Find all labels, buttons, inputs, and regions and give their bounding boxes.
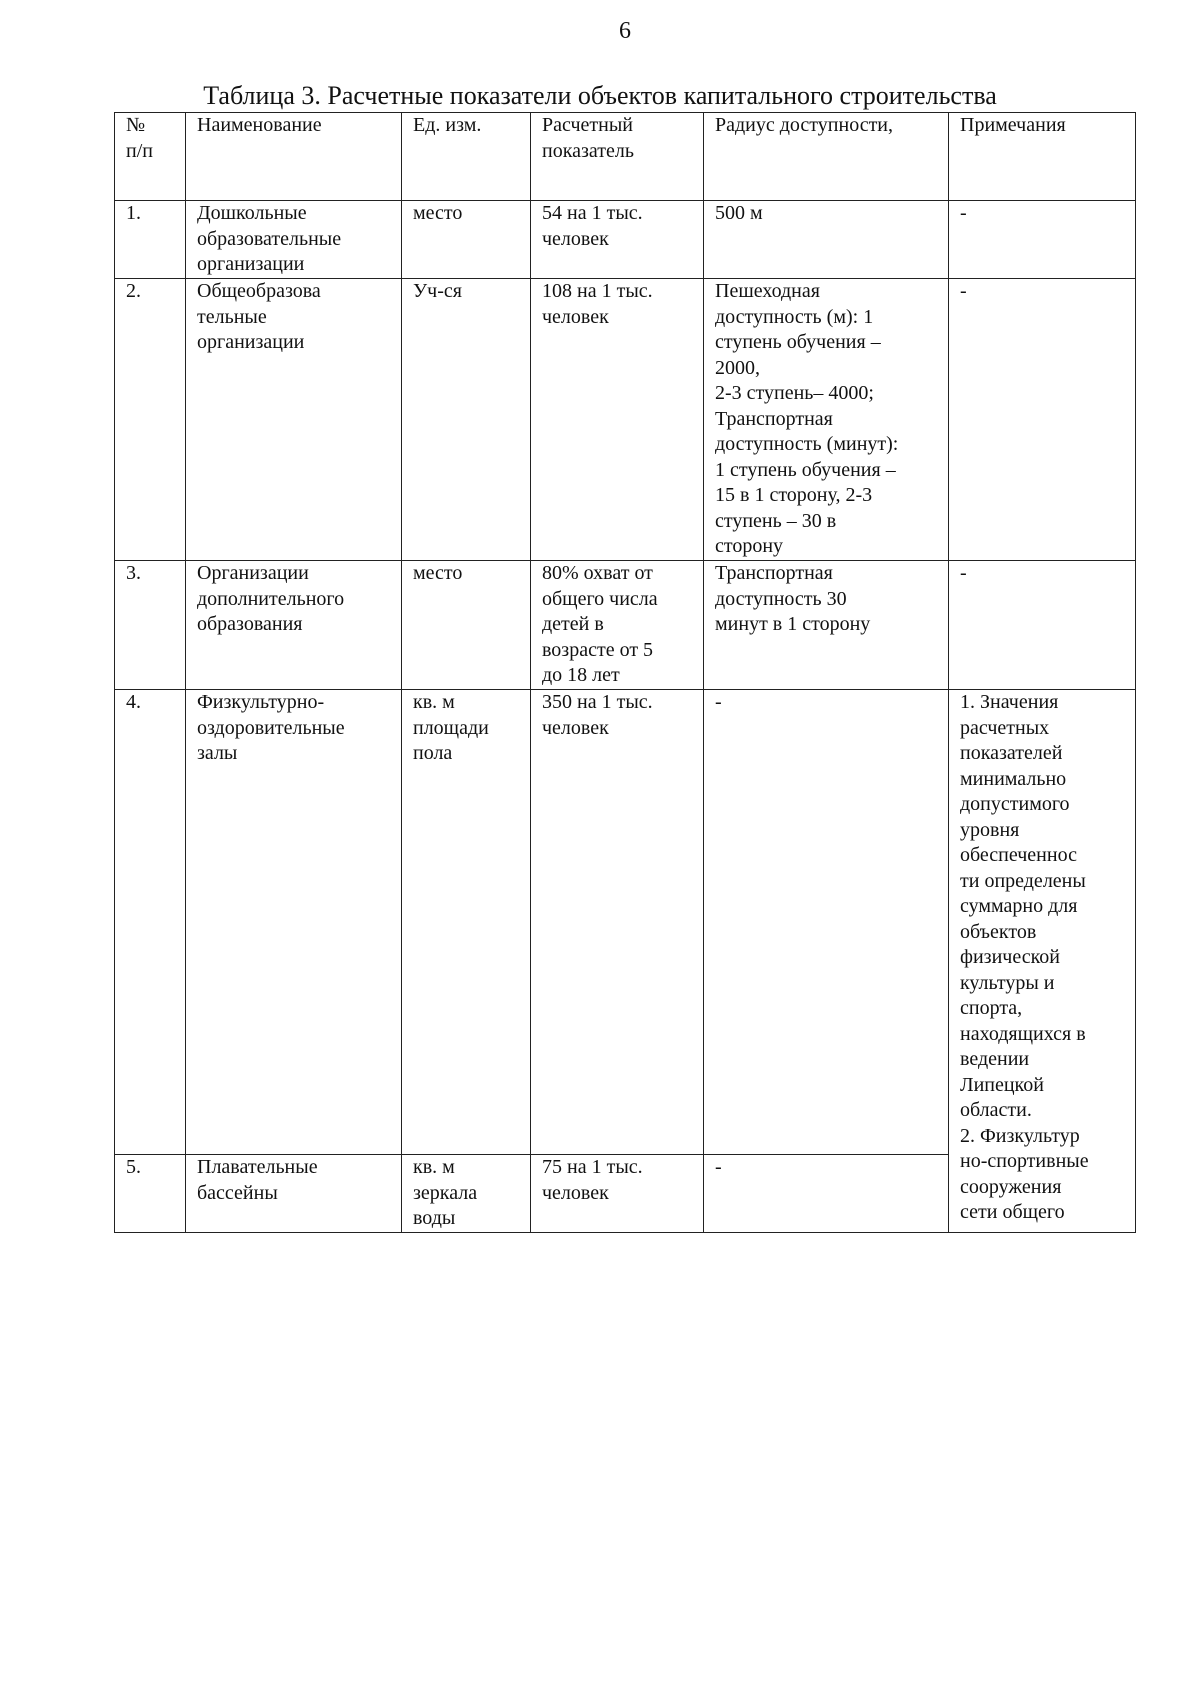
cell-num: 2. [115,279,186,561]
cell-name: Общеобразова тельные организации [186,279,402,561]
cell-name: Плавательные бассейны [186,1155,402,1233]
cell-name: Физкультурно- оздоровительные залы [186,690,402,1155]
cell-unit: Уч-ся [402,279,531,561]
cell-unit: место [402,201,531,279]
header-num: № п/п [115,113,186,201]
cell-radius: - [704,1155,949,1233]
table-row [115,201,1136,279]
cell-unit: место [402,561,531,690]
table-header-row [115,113,1136,201]
table-row [115,690,1136,1155]
indicators-table [114,112,1136,1233]
cell-num: 4. [115,690,186,1155]
cell-radius: Транспортная доступность 30 минут в 1 сторону [704,561,949,690]
cell-unit: кв. м зеркала воды [402,1155,531,1233]
table-row [115,279,1136,561]
cell-name: Организации дополнительного образования [186,561,402,690]
cell-num: 3. [115,561,186,690]
table-row [115,561,1136,690]
header-indicator: Расчетный показатель [531,113,704,201]
cell-indicator: 54 на 1 тыс. человек [531,201,704,279]
cell-indicator: 75 на 1 тыс. человек [531,1155,704,1233]
table-title: Таблица 3. Расчетные показатели объектов капитального строительства [203,81,997,110]
cell-name: Дошкольные образовательные организации [186,201,402,279]
cell-merged-notes: 1. Значения расчетных показателей минимально допустимого уровня обеспеченнос ти определены суммарно для объектов физической культуры и спорта, находящихся в ведении Липецкой области. 2. Физкультур но-спортивные сооружения сети общего [949,690,1136,1233]
header-notes: Примечания [949,113,1136,201]
cell-notes: - [949,279,1136,561]
cell-indicator: 350 на 1 тыс. человек [531,690,704,1155]
cell-radius: - [704,690,949,1155]
cell-radius: 500 м [704,201,949,279]
page-number: 6 [619,18,631,44]
cell-unit: кв. м площади пола [402,690,531,1155]
cell-radius: Пешеходная доступность (м): 1 ступень обучения – 2000, 2-3 ступень– 4000; Транспортная доступность (минут): 1 ступень обучения – 15 в 1 сторону, 2-3 ступень – 30 в сторону [704,279,949,561]
cell-num: 1. [115,201,186,279]
header-unit: Ед. изм. [402,113,531,201]
cell-notes: - [949,201,1136,279]
cell-indicator: 80% охват от общего числа детей в возрасте от 5 до 18 лет [531,561,704,690]
cell-num: 5. [115,1155,186,1233]
header-name: Наименование [186,113,402,201]
cell-notes: - [949,561,1136,690]
cell-indicator: 108 на 1 тыс. человек [531,279,704,561]
header-radius: Радиус доступности, [704,113,949,201]
